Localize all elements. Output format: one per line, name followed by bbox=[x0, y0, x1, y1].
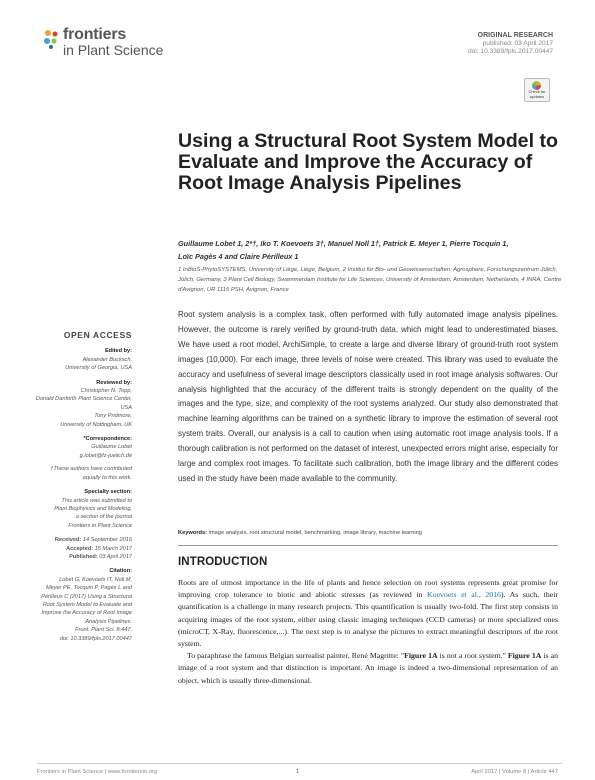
specialty-section-heading: Specialty section: bbox=[84, 489, 132, 496]
page-number: 1 bbox=[296, 769, 300, 775]
keywords bbox=[178, 530, 558, 536]
intro-text: ). As such, their quantification is a challenge in many research projects. This quantification is usually two-fold. The first step consists in acquiring images of the root system, either using classic imaging techniques (CCD cameras) or more specialized ones (microCT, X-Ray, fluorescence,...). The next step is to analyse the pictures to extract meaningful descriptors of the root system. bbox=[178, 590, 558, 649]
published-label: Published: bbox=[69, 553, 98, 560]
article-type: ORIGINAL RESEARCH bbox=[477, 32, 553, 39]
introduction-heading: INTRODUCTION bbox=[178, 556, 268, 568]
published-date-sidebar: 03 April 2017 bbox=[99, 553, 132, 560]
received-date: 14 September 2016 bbox=[82, 537, 132, 544]
accepted-label: Accepted: bbox=[66, 545, 94, 552]
footer-issue-info: April 2017 | Volume 8 | Article 447 bbox=[471, 769, 558, 775]
intro-text: Roots are of utmost importance in the life of plants and hence selection on root systems represents great promise for improving crop tolerance to biotic and abiotic stresses (as reviewed in bbox=[178, 578, 558, 600]
doi-link[interactable]: doi: 10.3389/fpls.2017.00447 bbox=[467, 48, 553, 55]
frontiers-logo-icon bbox=[43, 29, 61, 49]
author-line[interactable]: Loïc Pagès 4 and Claire Périlleux 1 bbox=[178, 252, 299, 261]
intro-paragraph bbox=[178, 650, 558, 687]
intro-text: is not a root system." bbox=[437, 651, 508, 661]
check-for-updates-label: Check for updates bbox=[528, 89, 546, 99]
open-access-label: OPEN ACCESS bbox=[63, 330, 132, 340]
figure-link[interactable]: Figure 1A bbox=[507, 651, 542, 661]
intro-text: To paraphrase the famous Belgian surrealist painter, René Magritte: " bbox=[187, 651, 405, 661]
citation-heading: Citation: bbox=[109, 568, 132, 575]
footer-journal-link[interactable]: Frontiers in Plant Science | www.frontiersin.org bbox=[37, 769, 158, 775]
article-title: Using a Structural Root System Model to Evaluate and Improve the Accuracy of Root Image Analysis Pipelines bbox=[178, 130, 558, 194]
edited-by-heading: Edited by: bbox=[104, 348, 132, 355]
article-info-sidebar bbox=[0, 331, 132, 643]
correspondence-contact[interactable]: Guillaume Lobet g.lobet@fz-juelich.de bbox=[79, 444, 132, 459]
author-list bbox=[178, 237, 563, 263]
reviewed-by-heading: Reviewed by: bbox=[96, 379, 132, 386]
specialty-section-body: This article was submitted to Plant Biophysics and Modeling, a section of the journal Frontiers in Plant Science bbox=[54, 497, 132, 529]
citation-body: Lobet G, Koevoets IT, Noll M, Meyer PE, Tocquin P, Pagès L and Périlleux C (2017) Using a Structural Root System Model to Evaluate and Improve the Accuracy of Root Image Analysis Pipelines. Front. Plant Sci. 8:447. doi: 10.3389/fpls.2017.00447 bbox=[41, 576, 132, 642]
figure-link[interactable]: Figure 1A bbox=[404, 651, 438, 661]
introduction-body bbox=[178, 577, 558, 687]
journal-name: frontiers bbox=[63, 26, 127, 43]
footer-rule bbox=[37, 763, 562, 764]
divider bbox=[178, 545, 558, 546]
journal-logo[interactable] bbox=[43, 27, 193, 61]
keywords-label: Keywords: bbox=[178, 530, 208, 536]
correspondence-heading: *Correspondence: bbox=[83, 436, 132, 443]
intro-text: is an image of a root system and that distinction is important. An image is indeed a two-dimensional representation of an object, which is usually three-dimensional. bbox=[178, 651, 558, 685]
received-label: Received: bbox=[54, 537, 82, 544]
reviewer-names[interactable]: Christopher N. Topp, Donald Danforth Plant Science Center, USA Tony Pridmore, University of Nottingham, UK bbox=[35, 388, 132, 428]
check-for-updates-button[interactable] bbox=[524, 78, 550, 102]
published-date: published: 03 April 2017 bbox=[482, 40, 553, 47]
accepted-row bbox=[0, 545, 132, 553]
author-line[interactable]: Guillaume Lobet 1, 2*†, Iko T. Koevoets 3†, Manuel Noll 1†, Patrick E. Meyer 1, Pierre Tocquin 1, bbox=[178, 239, 509, 248]
published-row bbox=[0, 553, 132, 561]
received-row bbox=[0, 536, 132, 544]
equal-contribution-note: †These authors have contributed equally to this work. bbox=[50, 466, 132, 481]
article-header-info bbox=[468, 32, 553, 56]
abstract: Root system analysis is a complex task, often performed with fully automated image analysis pipelines. However, the outcome is rarely verified by ground-truth data, which might lead to underestimated biases. We have used a root model, ArchiSimple, to create a large and diverse library of ground-truth root system images (10,000). For each image, three levels of noise were created. This library was used to evaluate the accuracy and usefulness of several image descriptors classically used in root image analysis softwares. Our analysis highlighted that the accuracy of the different traits is strongly dependent on the quality of the images and the type, size, and complexity of the root systems analyzed. Our study also demonstrated that machine learning algorithms can be trained on a synthetic library to improve the estimation of several root system traits. Overall, our analysis is a call to caution when using automatic root image analysis tools. If a thorough calibration is not performed on the dataset of interest, unexpected errors might arise, especially for large and complex root images. To facilitate such calibration, both the image library and the different codes used in the study have been made available to the community. bbox=[178, 310, 558, 483]
accepted-date: 15 March 2017 bbox=[94, 545, 132, 552]
intro-paragraph bbox=[178, 577, 558, 650]
citation-link[interactable]: Koevoets et al., 2016 bbox=[427, 590, 501, 600]
journal-subtitle: in Plant Science bbox=[63, 42, 164, 58]
keywords-text: image analysis, root structural model, benchmarking, image library, machine learning bbox=[208, 530, 422, 536]
affiliations: 1 InBioS-PhytoSYSTEMS, University of Liège, Liège, Belgium, 2 Institut für Bio- und Geowissenschaften: Agrosphere, Forschungszentrum Jülich, Jülich, Germany, 3 Plant Cell Biology, Swammerdam Institute for Life Sciences, University of Amsterdam, Amsterdam, Netherlands, 4 INRA, Centre d'Avignon, UR 1115 PSH, Avignon, France bbox=[178, 267, 562, 293]
editor-name[interactable]: Alexander Bucksch, University of Georgia, USA bbox=[65, 356, 132, 372]
